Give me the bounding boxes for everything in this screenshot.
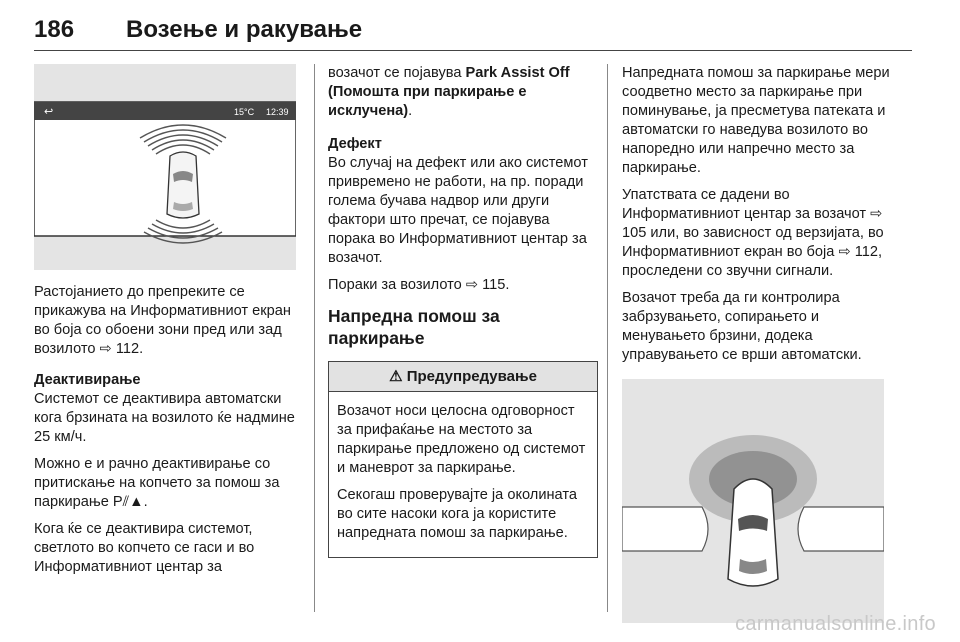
section-heading: Напредна помош за паркирање <box>328 306 500 348</box>
paragraph: Системот се деактивира автоматски кога брзината на возилото ќе надмине 25 км/ч. <box>34 391 295 445</box>
page-title: Возење и ракување <box>126 16 363 43</box>
parked-car-left-icon <box>622 507 708 551</box>
back-icon: ↩ <box>44 105 54 118</box>
warning-icon: ⚠ <box>389 368 403 385</box>
paragraph: Упатствата се дадени во Информативниот центар за возачот ⇨ 105 или, во зависност од верзијата, во Информативниот екран во боја ⇨ 112, проследени со звучни сигнали. <box>622 187 884 279</box>
paragraph: Напредната помош за паркирање мери соодветно место за паркирање при поминување, ја пресметува патеката и автоматски го наведува возилото во напоредно или напречно место за паркирање. <box>622 65 890 176</box>
warning-body <box>329 392 597 557</box>
text-run: возачот се појавува <box>328 65 466 81</box>
park-assist-off-message: Park Assist Off (Помошта при паркирање е исклучена) <box>328 65 570 119</box>
paragraph: Во случај на дефект или ако системот привремено не работи, на пр. поради голема бучава надвор или други фактори што пречат, се појавува порака во Информативниот центар за возачот. <box>328 155 588 266</box>
advanced-park-assist-figure <box>622 379 884 623</box>
watermark: carmanualsonline.info <box>735 613 936 635</box>
column-middle <box>328 64 598 558</box>
column-divider <box>607 64 608 612</box>
paragraph: Возачот носи целосна одговорност за прифаќање на местото за паркирање предложено од системот и маневрот за паркирање. <box>337 403 586 476</box>
column-divider <box>314 64 315 612</box>
paragraph: Растојанието до препреките се прикажува на Информативниот екран во боја со обоени зони пред или зад возилото ⇨ 112. <box>34 284 291 357</box>
paragraph: Секогаш проверувајте ја околината во сите насоки кога ја користите напредната помош за паркирање. <box>337 487 577 541</box>
warning-box <box>328 361 598 558</box>
warning-title: Предупредување <box>406 368 537 385</box>
paragraph <box>328 64 598 121</box>
column-left <box>34 64 304 585</box>
parking-screen-figure <box>34 64 296 270</box>
column-right <box>622 64 890 623</box>
page-number: 186 <box>34 16 75 43</box>
paragraph: Возачот треба да ги контролира забрзувањето, сопирањето и менувањето брзини, додека управувањето се врши автоматски. <box>622 290 862 363</box>
paragraph: Кога ќе се деактивира системот, светлото во копчето се гаси и во Информативниот центар за <box>34 521 255 575</box>
screen-temperature: 15°C <box>234 107 255 117</box>
car-icon <box>728 479 778 586</box>
parked-car-right-icon <box>798 507 884 551</box>
fault-heading: Дефект <box>328 136 382 152</box>
page-header <box>34 12 912 52</box>
car-icon <box>167 152 199 218</box>
paragraph: Пораки за возилото ⇨ 115. <box>328 277 510 293</box>
warning-header <box>329 362 597 392</box>
screen-time: 12:39 <box>266 107 289 117</box>
text-run: . <box>408 103 413 119</box>
header-rule <box>34 50 912 51</box>
deactivation-heading: Деактивирање <box>34 372 141 388</box>
paragraph: Можно е и рачно деактивирање со притискање на копчето за помош за паркирање P⫽▲. <box>34 456 280 510</box>
